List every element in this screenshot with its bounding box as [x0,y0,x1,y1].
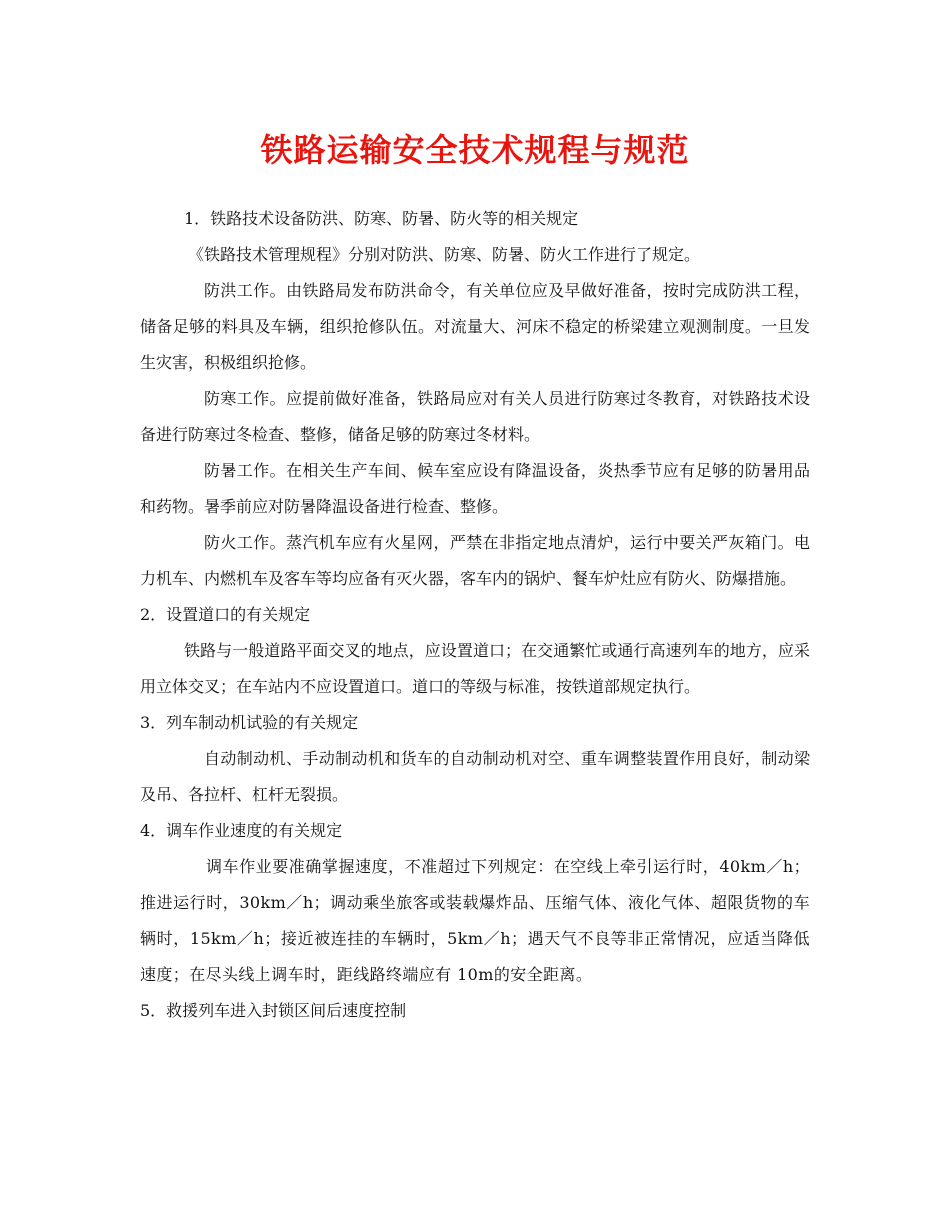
document-body [140,201,810,1029]
section-2-text: 铁路与一般道路平面交叉的地点，应设置道口；在交通繁忙或通行高速列车的地方，应采用立体交叉；在车站内不应设置道口。道口的等级与标准，按铁道部规定执行。 [140,641,810,696]
section-1-fire: 防火工作。蒸汽机车应有火星网，严禁在非指定地点清炉，运行中要关严灰箱门。电力机车、内燃机车及客车等均应备有灭火器，客车内的锅炉、餐车炉灶应有防火、防爆措施。 [140,533,810,588]
section-1-heading: 1．铁路技术设备防洪、防寒、防暑、防火等的相关规定 [184,209,579,228]
section-3-text: 自动制动机、手动制动机和货车的自动制动机对空、重车调整装置作用良好，制动梁及吊、各拉杆、杠杆无裂损。 [140,749,810,804]
section-1-intro: 《铁路技术管理规程》分别对防洪、防寒、防暑、防火工作进行了规定。 [188,245,701,264]
section-1-flood: 防洪工作。由铁路局发布防洪命令，有关单位应及早做好准备，按时完成防洪工程，储备足够的料具及车辆，组织抢修队伍。对流量大、河床不稳定的桥梁建立观测制度。一旦发生灾害，积极组织抢修。 [140,281,810,372]
section-3-heading: 3．列车制动机试验的有关规定 [140,713,359,732]
section-4-text: 调车作业要准确掌握速度，不准超过下列规定：在空线上牵引运行时，40km／h；推进运行时，30km／h；调动乘坐旅客或装载爆炸品、压缩气体、液化气体、超限货物的车辆时，15km／h；接近被连挂的车辆时，5km／h；遇天气不良等非正常情况，应适当降低速度；在尽头线上调车时，距线路终端应有 10m的安全距离。 [140,857,810,984]
section-1-cold: 防寒工作。应提前做好准备，铁路局应对有关人员进行防寒过冬教育，对铁路技术设备进行防寒过冬检查、整修，储备足够的防寒过冬材料。 [140,389,810,444]
document-title: 铁路运输安全技术规程与规范 [260,131,690,169]
section-2-heading: 2．设置道口的有关规定 [140,605,311,624]
section-1-heat: 防暑工作。在相关生产车间、候车室应设有降温设备，炎热季节应有足够的防暑用品和药物。暑季前应对防暑降温设备进行检查、整修。 [140,461,810,516]
section-5-heading: 5．救援列车进入封锁区间后速度控制 [140,1001,407,1020]
section-4-heading: 4．调车作业速度的有关规定 [140,821,343,840]
